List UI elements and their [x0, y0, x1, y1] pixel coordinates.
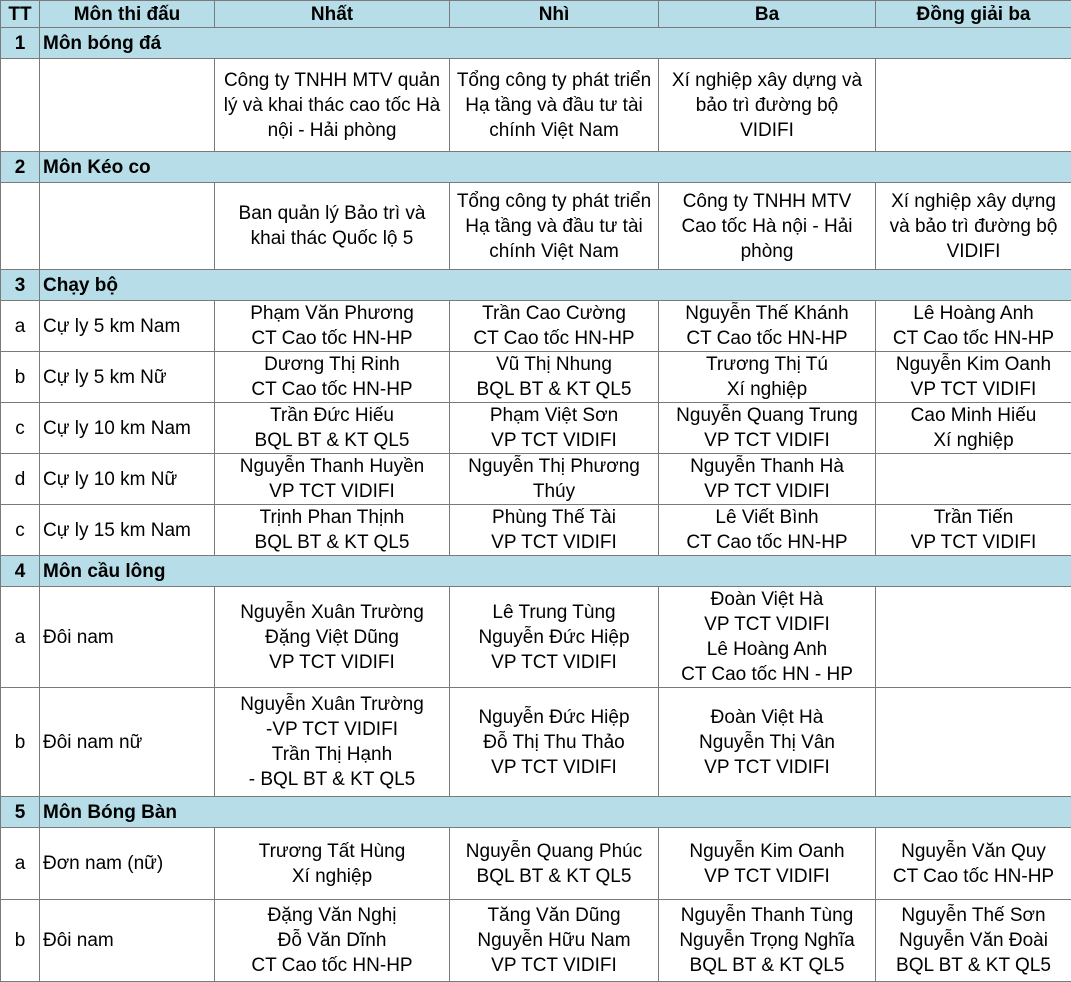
first-place-cell: [215, 301, 450, 352]
table-row: [1, 352, 1071, 403]
second-place-cell-line: Lê Trung Tùng: [450, 600, 658, 625]
first-place-cell: [215, 454, 450, 505]
section-row: [1, 797, 1071, 828]
first-place-cell-line: CT Cao tốc HN-HP: [215, 326, 449, 351]
third-place-cell-line: CT Cao tốc HN - HP: [659, 662, 875, 687]
third-place-cell: [659, 454, 876, 505]
third-place-cell-line: Đoàn Việt Hà: [659, 705, 875, 730]
joint-third-cell-line: BQL BT & KT QL5: [876, 953, 1071, 978]
first-place-cell-line: Ban quản lý Bảo trì và: [215, 201, 449, 226]
section-title: Môn bóng đá: [40, 28, 1071, 59]
table-row: [1, 403, 1071, 454]
third-place-cell-line: Xí nghiệp: [659, 377, 875, 402]
first-place-cell-line: Trần Thị Hạnh: [215, 742, 449, 767]
first-place-cell-line: Phạm Văn Phương: [215, 301, 449, 326]
joint-third-cell-line: Nguyễn Văn Đoài: [876, 928, 1071, 953]
second-place-cell-line: VP TCT VIDIFI: [450, 530, 658, 555]
first-place-cell: [215, 900, 450, 982]
second-place-cell-line: Trần Cao Cường: [450, 301, 658, 326]
joint-third-cell: [876, 900, 1071, 982]
joint-third-cell-line: Cao Minh Hiếu: [876, 403, 1071, 428]
joint-third-cell-line: Nguyễn Thế Sơn: [876, 903, 1071, 928]
first-place-cell-line: Đặng Việt Dũng: [215, 625, 449, 650]
third-place-cell-line: CT Cao tốc HN-HP: [659, 326, 875, 351]
second-place-cell-line: VP TCT VIDIFI: [450, 428, 658, 453]
first-place-cell: [215, 688, 450, 797]
first-place-cell-line: CT Cao tốc HN-HP: [215, 377, 449, 402]
third-place-cell-line: Nguyễn Thanh Hà: [659, 454, 875, 479]
first-place-cell-line: nội - Hải phòng: [215, 118, 449, 143]
event-name: Cự ly 5 km Nam: [40, 301, 215, 352]
first-place-cell-line: CT Cao tốc HN-HP: [215, 953, 449, 978]
joint-third-cell-line: Lê Hoàng Anh: [876, 301, 1071, 326]
first-place-cell-line: Đỗ Văn Dĩnh: [215, 928, 449, 953]
joint-third-cell: [876, 59, 1071, 152]
first-place-cell: [215, 828, 450, 900]
table-row: [1, 688, 1071, 797]
third-place-cell: [659, 59, 876, 152]
section-number: 5: [1, 797, 40, 828]
header-third: Ba: [659, 1, 876, 28]
table-row: [1, 828, 1071, 900]
second-place-cell: [450, 352, 659, 403]
first-place-cell-line: khai thác Quốc lộ 5: [215, 226, 449, 251]
event-name: Cự ly 10 km Nam: [40, 403, 215, 454]
third-place-cell-line: VP TCT VIDIFI: [659, 864, 875, 889]
third-place-cell-line: BQL BT & KT QL5: [659, 953, 875, 978]
first-place-cell-line: Nguyễn Thanh Huyền: [215, 454, 449, 479]
third-place-cell-line: Xí nghiệp xây dựng và: [659, 68, 875, 93]
first-place-cell-line: VP TCT VIDIFI: [215, 650, 449, 675]
second-place-cell-line: VP TCT VIDIFI: [450, 953, 658, 978]
second-place-cell-line: BQL BT & KT QL5: [450, 377, 658, 402]
second-place-cell: [450, 183, 659, 270]
row-index: b: [1, 900, 40, 982]
third-place-cell-line: Nguyễn Thế Khánh: [659, 301, 875, 326]
third-place-cell-line: VIDIFI: [659, 118, 875, 143]
joint-third-cell: [876, 352, 1071, 403]
second-place-cell-line: VP TCT VIDIFI: [450, 650, 658, 675]
row-index: a: [1, 301, 40, 352]
second-place-cell-line: Nguyễn Thị Phương: [450, 454, 658, 479]
section-number: 4: [1, 556, 40, 587]
third-place-cell-line: Cao tốc Hà nội - Hải: [659, 214, 875, 239]
second-place-cell: [450, 454, 659, 505]
section-row: [1, 270, 1071, 301]
row-index: [1, 59, 40, 152]
third-place-cell-line: Trương Thị Tú: [659, 352, 875, 377]
section-title: Môn Bóng Bàn: [40, 797, 1071, 828]
first-place-cell: [215, 59, 450, 152]
section-number: 1: [1, 28, 40, 59]
first-place-cell-line: lý và khai thác cao tốc Hà: [215, 93, 449, 118]
third-place-cell-line: Nguyễn Thị Vân: [659, 730, 875, 755]
event-name: Đơn nam (nữ): [40, 828, 215, 900]
joint-third-cell: [876, 688, 1071, 797]
first-place-cell-line: Trương Tất Hùng: [215, 839, 449, 864]
second-place-cell-line: Nguyễn Hữu Nam: [450, 928, 658, 953]
second-place-cell-line: Đỗ Thị Thu Thảo: [450, 730, 658, 755]
second-place-cell-line: Tổng công ty phát triển: [450, 189, 658, 214]
joint-third-cell: [876, 505, 1071, 556]
joint-third-cell-line: và bảo trì đường bộ: [876, 214, 1071, 239]
event-name: Đôi nam: [40, 900, 215, 982]
row-index: a: [1, 828, 40, 900]
header-tt: TT: [1, 1, 40, 28]
third-place-cell-line: Lê Viết Bình: [659, 505, 875, 530]
row-index: c: [1, 505, 40, 556]
table-row: [1, 505, 1071, 556]
first-place-cell-line: Công ty TNHH MTV quản: [215, 68, 449, 93]
header-joint-third: Đồng giải ba: [876, 1, 1071, 28]
row-index: c: [1, 403, 40, 454]
third-place-cell: [659, 352, 876, 403]
third-place-cell-line: Nguyễn Kim Oanh: [659, 839, 875, 864]
first-place-cell: [215, 587, 450, 688]
first-place-cell: [215, 403, 450, 454]
second-place-cell-line: CT Cao tốc HN-HP: [450, 326, 658, 351]
table-row: [1, 183, 1071, 270]
row-index: [1, 183, 40, 270]
first-place-cell-line: Trần Đức Hiếu: [215, 403, 449, 428]
row-index: b: [1, 352, 40, 403]
row-index: b: [1, 688, 40, 797]
row-index: a: [1, 587, 40, 688]
third-place-cell: [659, 183, 876, 270]
results-body: [1, 28, 1071, 982]
third-place-cell: [659, 587, 876, 688]
first-place-cell: [215, 183, 450, 270]
joint-third-cell-line: VIDIFI: [876, 239, 1071, 264]
second-place-cell-line: Nguyễn Quang Phúc: [450, 839, 658, 864]
table-row: [1, 900, 1071, 982]
third-place-cell: [659, 688, 876, 797]
row-index: d: [1, 454, 40, 505]
joint-third-cell-line: Xí nghiệp xây dựng: [876, 189, 1071, 214]
header-first: Nhất: [215, 1, 450, 28]
event-name: Cự ly 5 km Nữ: [40, 352, 215, 403]
second-place-cell-line: Hạ tầng và đầu tư tài: [450, 214, 658, 239]
header-row: [1, 1, 1071, 28]
third-place-cell-line: CT Cao tốc HN-HP: [659, 530, 875, 555]
third-place-cell-line: VP TCT VIDIFI: [659, 612, 875, 637]
first-place-cell-line: VP TCT VIDIFI: [215, 479, 449, 504]
second-place-cell: [450, 403, 659, 454]
section-row: [1, 556, 1071, 587]
joint-third-cell-line: CT Cao tốc HN-HP: [876, 326, 1071, 351]
third-place-cell: [659, 505, 876, 556]
event-name: [40, 59, 215, 152]
joint-third-cell: [876, 183, 1071, 270]
second-place-cell: [450, 59, 659, 152]
third-place-cell: [659, 301, 876, 352]
second-place-cell-line: Vũ Thị Nhung: [450, 352, 658, 377]
second-place-cell: [450, 688, 659, 797]
second-place-cell-line: BQL BT & KT QL5: [450, 864, 658, 889]
third-place-cell-line: Công ty TNHH MTV: [659, 189, 875, 214]
third-place-cell-line: Nguyễn Trọng Nghĩa: [659, 928, 875, 953]
table-row: [1, 587, 1071, 688]
third-place-cell: [659, 403, 876, 454]
second-place-cell-line: VP TCT VIDIFI: [450, 755, 658, 780]
second-place-cell-line: Phạm Việt Sơn: [450, 403, 658, 428]
joint-third-cell: [876, 403, 1071, 454]
joint-third-cell-line: CT Cao tốc HN-HP: [876, 864, 1071, 889]
joint-third-cell: [876, 587, 1071, 688]
first-place-cell: [215, 352, 450, 403]
second-place-cell-line: Nguyễn Đức Hiệp: [450, 625, 658, 650]
event-name: [40, 183, 215, 270]
joint-third-cell-line: Xí nghiệp: [876, 428, 1071, 453]
joint-third-cell-line: VP TCT VIDIFI: [876, 530, 1071, 555]
third-place-cell-line: VP TCT VIDIFI: [659, 479, 875, 504]
joint-third-cell: [876, 301, 1071, 352]
first-place-cell-line: BQL BT & KT QL5: [215, 530, 449, 555]
second-place-cell: [450, 828, 659, 900]
third-place-cell-line: phòng: [659, 239, 875, 264]
event-name: Đôi nam: [40, 587, 215, 688]
first-place-cell-line: Dương Thị Rinh: [215, 352, 449, 377]
first-place-cell: [215, 505, 450, 556]
second-place-cell-line: Tổng công ty phát triển: [450, 68, 658, 93]
event-name: Cự ly 15 km Nam: [40, 505, 215, 556]
second-place-cell-line: chính Việt Nam: [450, 239, 658, 264]
second-place-cell: [450, 301, 659, 352]
third-place-cell-line: Nguyễn Thanh Tùng: [659, 903, 875, 928]
second-place-cell-line: Tăng Văn Dũng: [450, 903, 658, 928]
first-place-cell-line: Xí nghiệp: [215, 864, 449, 889]
third-place-cell-line: VP TCT VIDIFI: [659, 428, 875, 453]
third-place-cell-line: VP TCT VIDIFI: [659, 755, 875, 780]
first-place-cell-line: Đặng Văn Nghị: [215, 903, 449, 928]
table-row: [1, 59, 1071, 152]
second-place-cell-line: Hạ tầng và đầu tư tài: [450, 93, 658, 118]
section-title: Chạy bộ: [40, 270, 1071, 301]
first-place-cell-line: - BQL BT & KT QL5: [215, 767, 449, 792]
first-place-cell-line: Trịnh Phan Thịnh: [215, 505, 449, 530]
event-name: Đôi nam nữ: [40, 688, 215, 797]
third-place-cell: [659, 900, 876, 982]
third-place-cell-line: Lê Hoàng Anh: [659, 637, 875, 662]
second-place-cell: [450, 505, 659, 556]
third-place-cell-line: Đoàn Việt Hà: [659, 587, 875, 612]
second-place-cell-line: chính Việt Nam: [450, 118, 658, 143]
third-place-cell: [659, 828, 876, 900]
first-place-cell-line: Nguyễn Xuân Trường: [215, 600, 449, 625]
second-place-cell: [450, 900, 659, 982]
table-row: [1, 454, 1071, 505]
event-name: Cự ly 10 km Nữ: [40, 454, 215, 505]
second-place-cell: [450, 587, 659, 688]
joint-third-cell-line: Nguyễn Kim Oanh: [876, 352, 1071, 377]
second-place-cell-line: Thúy: [450, 479, 658, 504]
second-place-cell-line: Phùng Thế Tài: [450, 505, 658, 530]
third-place-cell-line: bảo trì đường bộ: [659, 93, 875, 118]
section-title: Môn cầu lông: [40, 556, 1071, 587]
header-second: Nhì: [450, 1, 659, 28]
first-place-cell-line: Nguyễn Xuân Trường: [215, 692, 449, 717]
table-row: [1, 301, 1071, 352]
section-number: 2: [1, 152, 40, 183]
joint-third-cell: [876, 828, 1071, 900]
second-place-cell-line: Nguyễn Đức Hiệp: [450, 705, 658, 730]
joint-third-cell: [876, 454, 1071, 505]
header-event: Môn thi đấu: [40, 1, 215, 28]
joint-third-cell-line: VP TCT VIDIFI: [876, 377, 1071, 402]
section-title: Môn Kéo co: [40, 152, 1071, 183]
joint-third-cell-line: Nguyễn Văn Quy: [876, 839, 1071, 864]
first-place-cell-line: BQL BT & KT QL5: [215, 428, 449, 453]
section-number: 3: [1, 270, 40, 301]
section-row: [1, 152, 1071, 183]
section-row: [1, 28, 1071, 59]
first-place-cell-line: -VP TCT VIDIFI: [215, 717, 449, 742]
third-place-cell-line: Nguyễn Quang Trung: [659, 403, 875, 428]
joint-third-cell-line: Trần Tiến: [876, 505, 1071, 530]
